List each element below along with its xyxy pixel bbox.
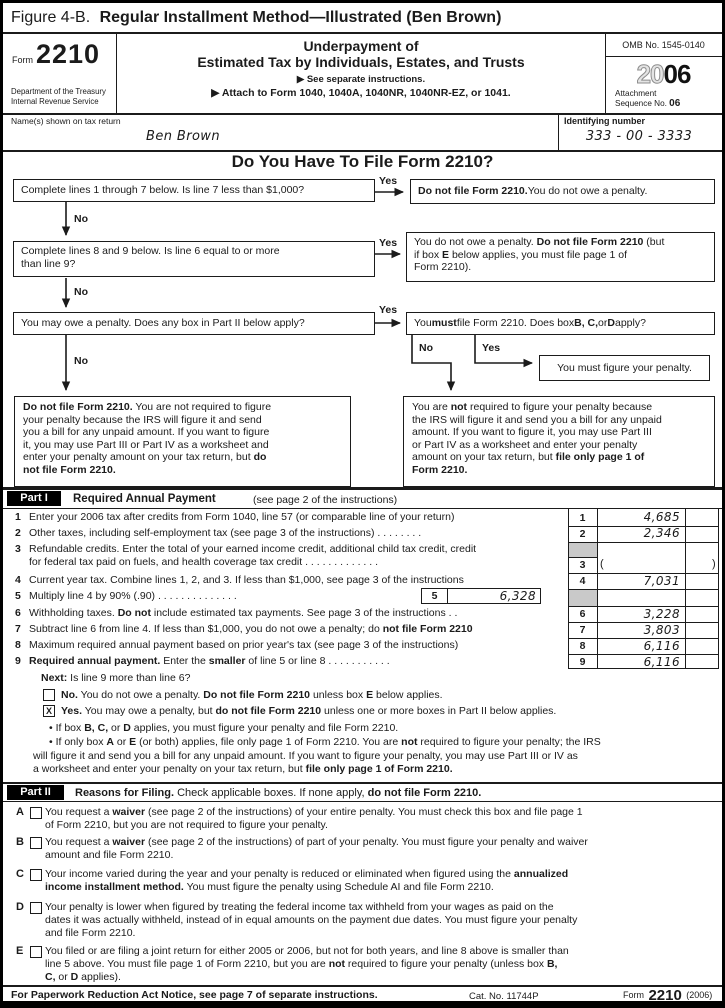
flowchart-a2: You do not owe a penalty. Do not file Form 2210 (but if box E below applies, you must file page 1 of Form 2210). xyxy=(406,232,715,282)
line-number: 2 xyxy=(15,527,21,539)
checkbox-b[interactable] xyxy=(30,837,42,849)
row-number: 2 xyxy=(579,528,586,540)
attachment-sequence xyxy=(615,89,680,108)
flowchart-q1: Complete lines 1 through 7 below. Is line 7 less than $1,000? xyxy=(13,179,375,202)
figure-title-prefix: Figure 4-B. xyxy=(11,9,91,26)
yes-label: Yes xyxy=(482,342,501,354)
agency-line1: Department of the Treasury xyxy=(11,87,106,96)
line9-value[interactable]: 6,116 xyxy=(643,655,680,669)
attachment-no: 06 xyxy=(669,97,681,109)
part1-title: Required Annual Payment xyxy=(73,493,216,505)
line-number: 3 xyxy=(15,543,21,555)
part1-tab: Part I xyxy=(7,491,61,506)
form-title-block xyxy=(118,38,604,99)
next-question: Next: Is line 9 more than line 6? xyxy=(41,672,191,684)
row-number: 6 xyxy=(579,608,586,620)
line4-value[interactable]: 7,031 xyxy=(643,574,680,588)
row-number: 7 xyxy=(579,624,586,636)
no-label: No xyxy=(74,213,88,225)
divider xyxy=(3,32,722,34)
line-number: 8 xyxy=(15,639,21,651)
figure-title-main: Regular Installment Method—Illustrated (Ben Brown) xyxy=(99,9,502,26)
omb-number: OMB No. 1545-0140 xyxy=(622,40,705,50)
identifying-number-label: Identifying number xyxy=(564,116,645,126)
no-label: No xyxy=(74,286,88,298)
line2-value[interactable]: 2,346 xyxy=(643,526,680,540)
divider xyxy=(3,113,722,115)
bullet-1: • If box B, C, or D applies, you must figure your penalty and file Form 2210. xyxy=(49,722,399,734)
checkbox-e[interactable] xyxy=(30,946,42,958)
flowchart-q2: Complete lines 8 and 9 below. Is line 6 equal to or more than line 9? xyxy=(13,241,375,277)
item-letter-c: C xyxy=(16,868,24,880)
line9-text: Required annual payment. Enter the smaller of line 5 or line 8 . . . . . . . . . . . xyxy=(29,655,390,667)
row-number: 4 xyxy=(579,575,586,587)
bullet-2: • If only box A or E (or both) applies, file only page 1 of Form 2210. You are not required to figure your penalty; the IRS will figure it and send you a bill for any unpaid amount. If you want to figure your penalty, you may use Part III or IV as a worksheet and enter your penalty on your tax return, but file only page 1 of Form 2210. xyxy=(33,736,601,775)
divider xyxy=(3,782,722,784)
divider xyxy=(116,33,117,113)
line-number: 4 xyxy=(15,574,21,586)
line3-text: Refundable credits. Enter the total of your earned income credit, additional child tax credit, credit for federal tax paid on fuels, and health coverage tax credit . . . . . . . . . . . . . xyxy=(29,543,477,568)
footer-form-word: Form xyxy=(623,990,644,1000)
line1-value[interactable]: 4,685 xyxy=(643,510,680,524)
line-number: 6 xyxy=(15,607,21,619)
line4-text: Current year tax. Combine lines 1, 2, and 3. If less than $1,000, see page 3 of the instructions xyxy=(29,574,464,586)
line5-value[interactable]: 6,328 xyxy=(499,589,536,603)
flowchart-penalty-box: You must figure your penalty. xyxy=(539,355,710,381)
row-number: 3 xyxy=(579,559,586,571)
line5-entry-box xyxy=(421,588,541,604)
item-letter-e: E xyxy=(16,945,24,957)
yes-option-text: Yes. You may owe a penalty, but do not file Form 2210 unless one or more boxes in Part II below applies. xyxy=(61,705,557,717)
divider xyxy=(447,589,448,603)
line5-text: Multiply line 4 by 90% (.90) . . . . . . . . . . . . . . xyxy=(29,590,237,602)
line6-text: Withholding taxes. Do not include estimated tax payments. See page 3 of the instructions . . xyxy=(29,607,458,619)
tax-year xyxy=(605,59,722,90)
checkbox-c[interactable] xyxy=(30,869,42,881)
row-number: 9 xyxy=(579,656,586,668)
item-c-text: Your income varied during the year and your penalty is reduced or eliminated when figured using the annualized income installment method. You must figure the penalty using Schedule AI and file Form 2210. xyxy=(45,868,569,894)
see-instructions-note: ▶ See separate instructions. xyxy=(296,74,426,85)
line2-text: Other taxes, including self-employment tax (see page 3 of the instructions) . . . . . . . . xyxy=(29,527,422,539)
part2-tab: Part II xyxy=(7,785,64,800)
no-option-text: No. You do not owe a penalty. Do not file Form 2210 unless box E below applies. xyxy=(61,689,443,701)
line-number: 5 xyxy=(15,590,21,602)
row-number: 1 xyxy=(579,512,586,524)
yes-label: Yes xyxy=(379,304,398,316)
flowchart-a5: Do not file Form 2210. You are not required to figure your penalty because the IRS will figure it and send you a bill for any unpaid amount. If you want to figure it, you may use Part III or Part IV as a worksheet and enter your penalty amount on your tax return, but do not file Form 2210. xyxy=(14,396,351,487)
agency-line2: Internal Revenue Service xyxy=(11,96,99,106)
figure-title xyxy=(11,9,501,27)
line-number: 5 xyxy=(431,590,438,602)
line6-value[interactable]: 3,228 xyxy=(643,607,680,621)
form-title-line2: Estimated Tax by Individuals, Estates, and Trusts xyxy=(197,54,525,70)
checkbox-yes[interactable]: X xyxy=(43,705,55,717)
part1-subtitle: (see page 2 of the instructions) xyxy=(253,494,398,506)
form-number: 2210 xyxy=(36,39,101,69)
line-number: 1 xyxy=(15,511,21,523)
footer-form-id xyxy=(623,987,712,1005)
line8-value[interactable]: 6,116 xyxy=(643,639,680,653)
yes-label: Yes xyxy=(379,175,398,187)
flowchart-a3: You must file Form 2210. Does box B, C, or D apply? xyxy=(406,312,715,335)
checkbox-no[interactable] xyxy=(43,689,55,701)
shaded-cell xyxy=(569,590,597,606)
footer-form-year: (2006) xyxy=(686,990,713,1000)
paperwork-notice: For Paperwork Reduction Act Notice, see page 7 of separate instructions. xyxy=(11,989,378,1001)
divider xyxy=(569,557,597,558)
item-a-text: You request a waiver (see page 2 of the instructions) of your entire penalty. You must check this box and file page 1 of Form 2210, but you are not required to figure your penalty. xyxy=(45,806,583,832)
line7-value[interactable]: 3,803 xyxy=(643,623,680,637)
item-letter-a: A xyxy=(16,806,24,818)
yes-label: Yes xyxy=(379,237,398,249)
row-number: 8 xyxy=(579,640,586,652)
divider xyxy=(605,56,722,57)
line3-paren-open: ( xyxy=(600,558,604,570)
line7-text: Subtract line 6 from line 4. If less than $1,000, you do not owe a penalty; do not file Form 2210 xyxy=(29,623,473,635)
line8-text: Maximum required annual payment based on prior year's tax (see page 3 of the instructions) xyxy=(29,639,459,651)
name-label: Name(s) shown on tax return xyxy=(11,116,121,126)
divider xyxy=(3,985,722,987)
name-value[interactable]: Ben Brown xyxy=(146,129,220,144)
form-word: Form xyxy=(12,55,33,65)
line-number: 9 xyxy=(15,655,21,667)
item-b-text: You request a waiver (see page 2 of the instructions) of part of your penalty. You must figure your penalty and waiver amount and file Form 2210. xyxy=(45,836,588,862)
attachment-line1: Attachment xyxy=(615,89,657,98)
no-label: No xyxy=(74,355,88,367)
shaded-cell xyxy=(569,543,597,557)
amounts-table xyxy=(568,508,719,669)
attachment-line2: Sequence No. 06 xyxy=(615,97,681,109)
agency xyxy=(11,87,106,106)
footer-form-number: 2210 xyxy=(648,987,682,1004)
item-letter-d: D xyxy=(16,901,24,913)
line1-text: Enter your 2006 tax after credits from Form 1040, line 57 (or comparable line of your return) xyxy=(29,511,455,523)
no-label: No xyxy=(419,342,433,354)
flowchart-title: Do You Have To File Form 2210? xyxy=(231,152,494,171)
flowchart-a4: You are not required to figure your penalty because the IRS will figure it and send you a bill for any unpaid amount. If you want to figure it, you may use Part III or Part IV as a worksheet and enter your penalty amount on your tax return, but file only page 1 of Form 2210. xyxy=(403,396,715,487)
checkbox-d[interactable] xyxy=(30,902,42,914)
attach-note: ▶ Attach to Form 1040, 1040A, 1040NR, 1040NR-EZ, or 1041. xyxy=(211,87,511,99)
year-suffix: 06 xyxy=(663,59,691,89)
flowchart-q3: You may owe a penalty. Does any box in Part II below apply? xyxy=(13,312,375,335)
line-number: 7 xyxy=(15,623,21,635)
divider xyxy=(3,801,722,802)
flowchart-a1: Do not file Form 2210. You do not owe a penalty. xyxy=(410,179,715,204)
item-e-text: You filed or are filing a joint return for either 2005 or 2006, but not for both years, and line 8 above is smaller than line 5 above. You must file page 1 of Form 2210, but you are not required to figure your penalty (unless box B, C, or D applies). xyxy=(45,945,569,984)
catalog-number: Cat. No. 11744P xyxy=(469,991,539,1002)
identifying-number-value[interactable]: 333 - 00 - 3333 xyxy=(585,129,693,144)
divider xyxy=(3,487,722,490)
form-title-line1: Underpayment of xyxy=(303,38,419,54)
part2-title: Reasons for Filing. Check applicable boxes. If none apply, do not file Form 2210. xyxy=(75,787,482,799)
line3-paren-close: ) xyxy=(712,558,716,570)
item-letter-b: B xyxy=(16,836,24,848)
checkbox-a[interactable] xyxy=(30,807,42,819)
item-d-text: Your penalty is lower when figured by treating the federal income tax withheld from your wages as paid on the dates it was actually withheld, instead of in equal amounts on the payment due dates. You must figure your penalty and file Form 2210. xyxy=(45,901,578,940)
year-prefix: 20 xyxy=(636,59,664,89)
